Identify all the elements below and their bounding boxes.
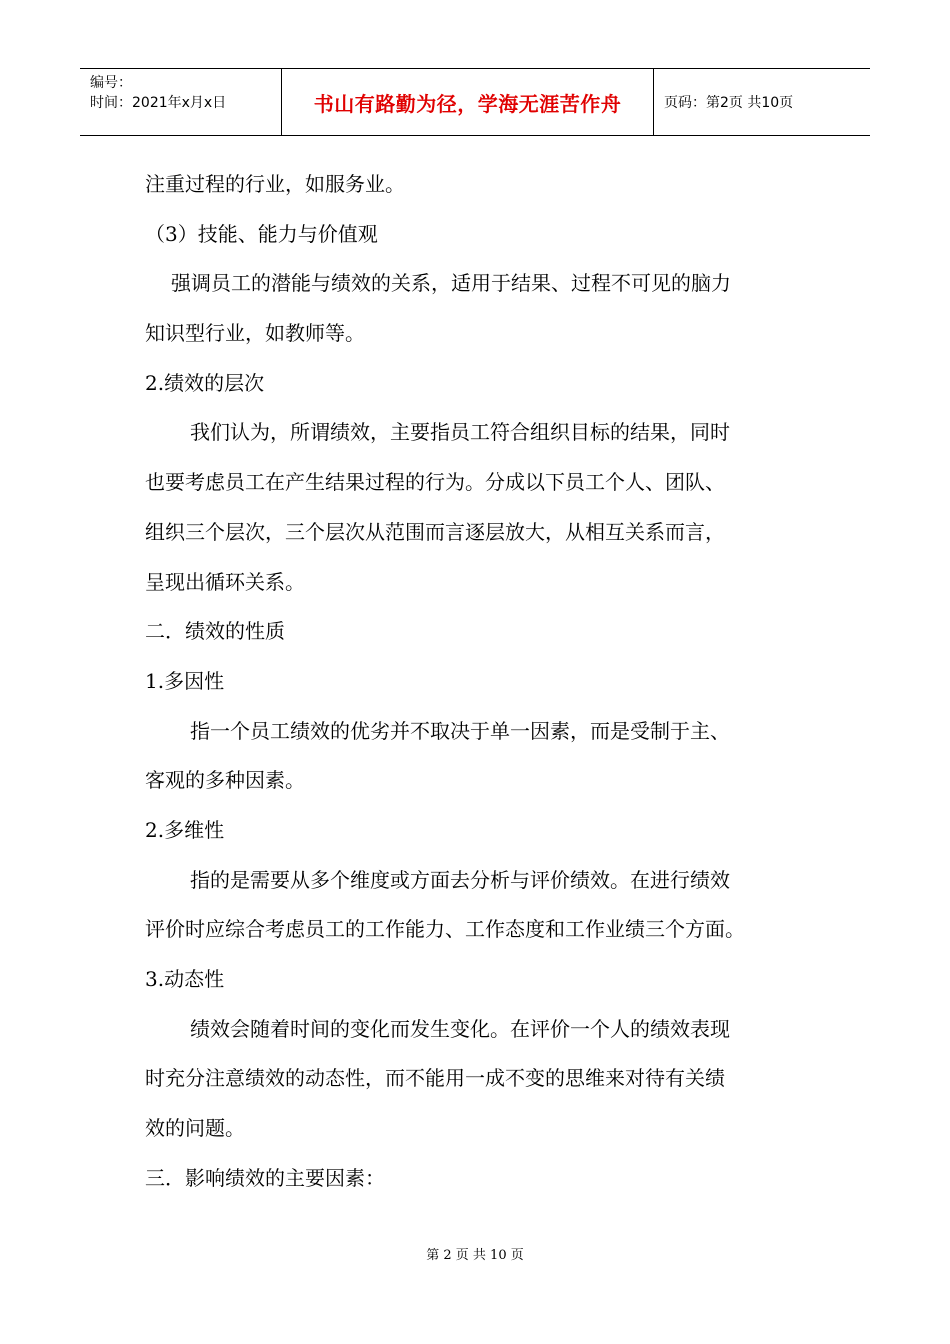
section-heading: 三．影响绩效的主要因素： [145,1165,385,1190]
header-page-cell [654,69,870,135]
paragraph-line: 强调员工的潜能与绩效的关系，适用于结果、过程不可见的脑力 [171,271,731,296]
header-motto: 书山有路勤为径，学海无涯苦作舟 [313,91,622,116]
paragraph-line: 呈现出循环关系。 [145,569,305,594]
header-left-cell [80,69,282,135]
subsection-heading: （3）技能、能力与价值观 [145,221,378,246]
paragraph-line: 时充分注意绩效的动态性，而不能用一成不变的思维来对待有关绩 [145,1066,725,1091]
document-body [145,160,810,1203]
paragraph-line: 组织三个层次，三个层次从范围而言逐层放大，从相互关系而言， [145,519,725,544]
header-motto-cell [282,69,654,135]
header-page-info: 页码：第2页 共10页 [664,95,794,111]
document-date-label: 时间：2021年x月x日 [90,95,227,111]
header-table [80,68,870,136]
document-number-label: 编号： [90,75,132,91]
subsection-heading: 2.多维性 [145,817,225,842]
section-heading: 二．绩效的性质 [145,619,285,644]
subsection-heading: 3.动态性 [145,967,225,991]
subsection-heading: 1.多因性 [145,668,225,693]
paragraph-line: 知识型行业，如教师等。 [145,321,365,346]
paragraph-line: 指的是需要从多个维度或方面去分析与评价绩效。在进行绩效 [190,867,730,892]
paragraph-line: 客观的多种因素。 [145,768,305,793]
paragraph-line: 我们认为，所谓绩效，主要指员工符合组织目标的结果，同时 [190,420,730,445]
page-footer: 第 2 页 共 10 页 [426,1248,524,1263]
subsection-heading: 2.绩效的层次 [145,370,265,395]
paragraph-line: 指一个员工绩效的优劣并不取决于单一因素，而是受制于主、 [190,718,730,743]
paragraph-line: 注重过程的行业，如服务业。 [145,172,405,196]
paragraph-line: 效的问题。 [145,1116,245,1141]
paragraph-line: 评价时应综合考虑员工的工作能力、工作态度和工作业绩三个方面。 [145,917,745,942]
paragraph-line: 绩效会随着时间的变化而发生变化。在评价一个人的绩效表现 [190,1016,730,1041]
paragraph-line: 也要考虑员工在产生结果过程的行为。分成以下员工个人、团队、 [145,470,725,495]
